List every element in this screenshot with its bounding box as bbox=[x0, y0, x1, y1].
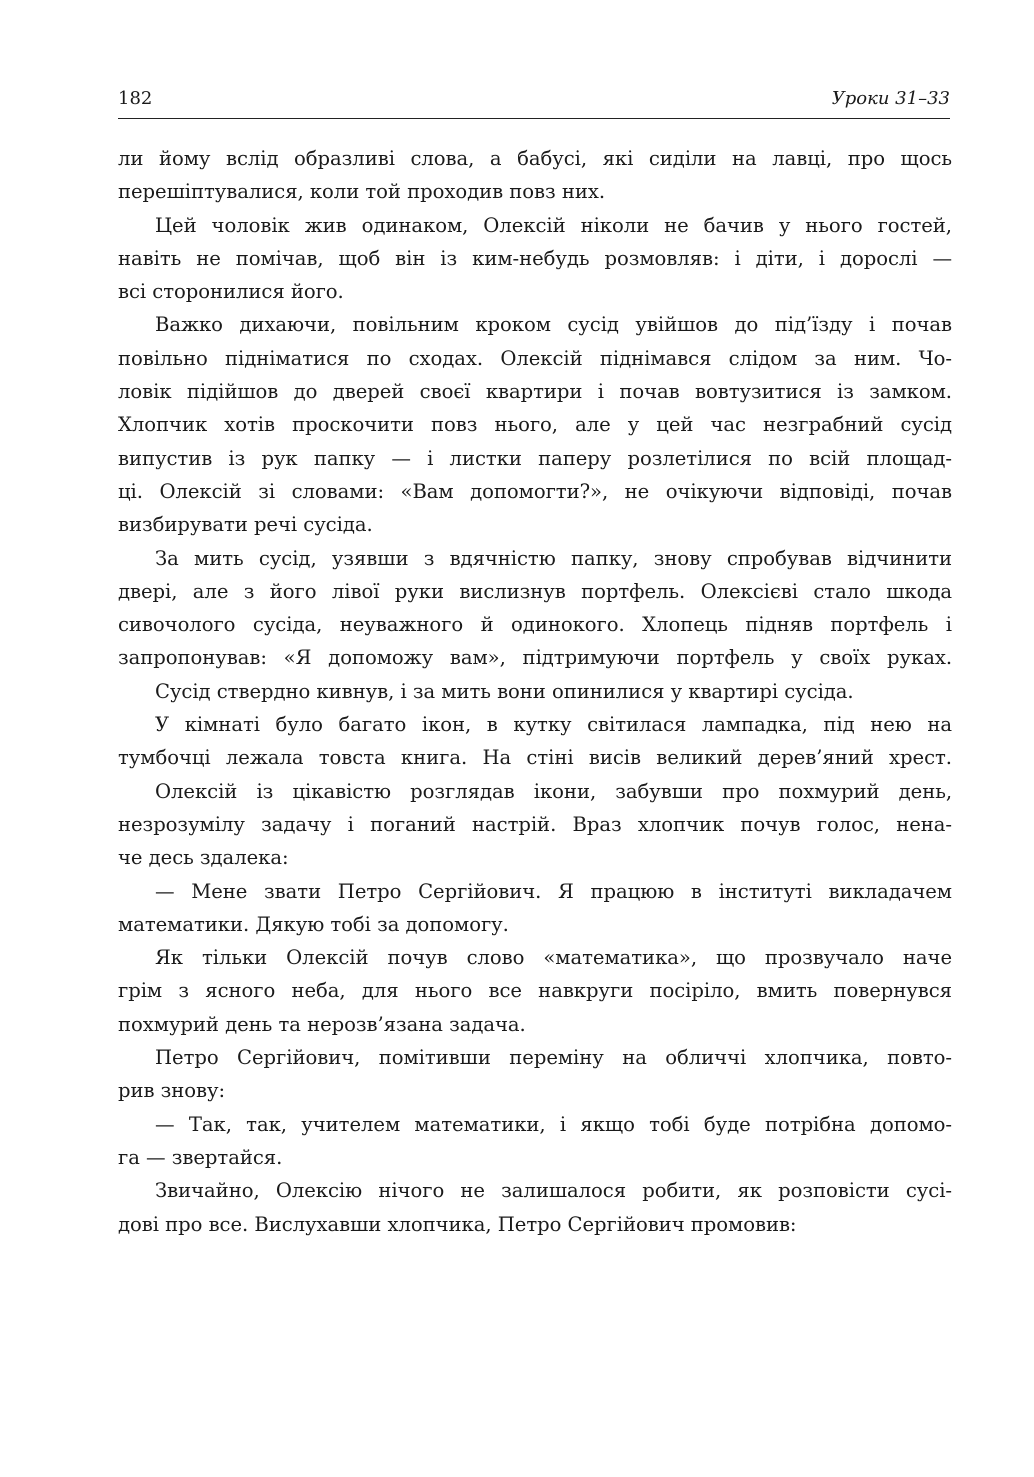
text-line: За мить сусід, узявши з вдячністю папку, знову спробував відчинити bbox=[155, 546, 952, 570]
text-line: Важко дихаючи, повільним кроком сусід увійшов до під’їзду і почав bbox=[155, 313, 952, 337]
text-line: Олексій із цікавістю розглядав ікони, забувши про похмурий день, bbox=[155, 779, 952, 803]
text-line: ловік підійшов до дверей своєї квартири і почав вовтузитися із замком. bbox=[118, 380, 952, 404]
text-line: математики. Дякую тобі за допомогу. bbox=[118, 912, 509, 936]
text-line: Сусід ствердно кивнув, і за мить вони опинилися у квартирі сусіда. bbox=[155, 679, 854, 703]
text-line: Петро Сергійович, помітивши переміну на обличчі хлопчика, повто- bbox=[155, 1046, 952, 1070]
text-line: двері, але з його лівої руки вислизнув портфель. Олексієві стало шкода bbox=[118, 579, 952, 603]
text-line: рив знову: bbox=[118, 1079, 226, 1103]
running-title: Уроки 31–33 bbox=[831, 88, 950, 109]
text-line: Як тільки Олексій почув слово «математика», що прозвучало наче bbox=[155, 946, 952, 970]
page-number: 182 bbox=[118, 88, 153, 109]
text-line: — Мене звати Петро Сергійович. Я працюю в інституті викладачем bbox=[155, 879, 952, 903]
text-line: навіть не помічав, щоб він із ким-небудь розмовляв: і діти, і дорослі — bbox=[118, 246, 952, 270]
text-line: дові про все. Вислухавши хлопчика, Петро Сергійович промовив: bbox=[118, 1212, 797, 1236]
text-line: всі сторонилися його. bbox=[118, 280, 344, 304]
text-line: Хлопчик хотів проскочити повз нього, але у цей час незграбний сусід bbox=[118, 413, 952, 437]
text-line: ці. Олексій зі словами: «Вам допомогти?», не очікуючи відповіді, почав bbox=[118, 479, 952, 503]
text-line: Звичайно, Олексію нічого не залишалося робити, як розповісти сусі- bbox=[155, 1179, 952, 1203]
text-line: ли йому вслід образливі слова, а бабусі, які сиділи на лавці, про щось bbox=[118, 147, 952, 170]
text-line: незрозумілу задачу і поганий настрій. Враз хлопчик почув голос, нена- bbox=[118, 812, 952, 836]
text-line: га — звертайся. bbox=[118, 1145, 283, 1169]
body-text bbox=[118, 142, 952, 1241]
text-line: запропонував: «Я допоможу вам», підтримуючи портфель у своїх руках. bbox=[118, 646, 952, 670]
text-line: повільно підніматися по сходах. Олексій піднімався слідом за ним. Чо- bbox=[118, 346, 952, 370]
text-line: тумбочці лежала товста книга. На стіні висів великий дерев’яний хрест. bbox=[118, 746, 952, 770]
text-line: похмурий день та нерозв’язана задача. bbox=[118, 1012, 526, 1036]
page-header bbox=[118, 86, 950, 119]
text-line: випустив із рук папку — і листки паперу розлетілися по всій площад- bbox=[118, 446, 952, 470]
text-line: — Так, так, учителем математики, і якщо тобі буде потрібна допомо- bbox=[155, 1112, 952, 1136]
text-line: У кімнаті було багато ікон, в кутку світилася лампадка, під нею на bbox=[155, 713, 952, 737]
text-line: перешіптувалися, коли той проходив повз них. bbox=[118, 180, 606, 204]
text-line: че десь здалека: bbox=[118, 846, 289, 870]
text-line: визбирувати речі сусіда. bbox=[118, 513, 373, 537]
text-line: грім з ясного неба, для нього все навкруги посіріло, вмить повернувся bbox=[118, 979, 952, 1003]
text-line: Цей чоловік жив одинаком, Олексій ніколи не бачив у нього гостей, bbox=[155, 213, 952, 237]
text-line: сивочолого сусіда, неуважного й одинокого. Хлопець підняв портфель і bbox=[118, 613, 952, 637]
